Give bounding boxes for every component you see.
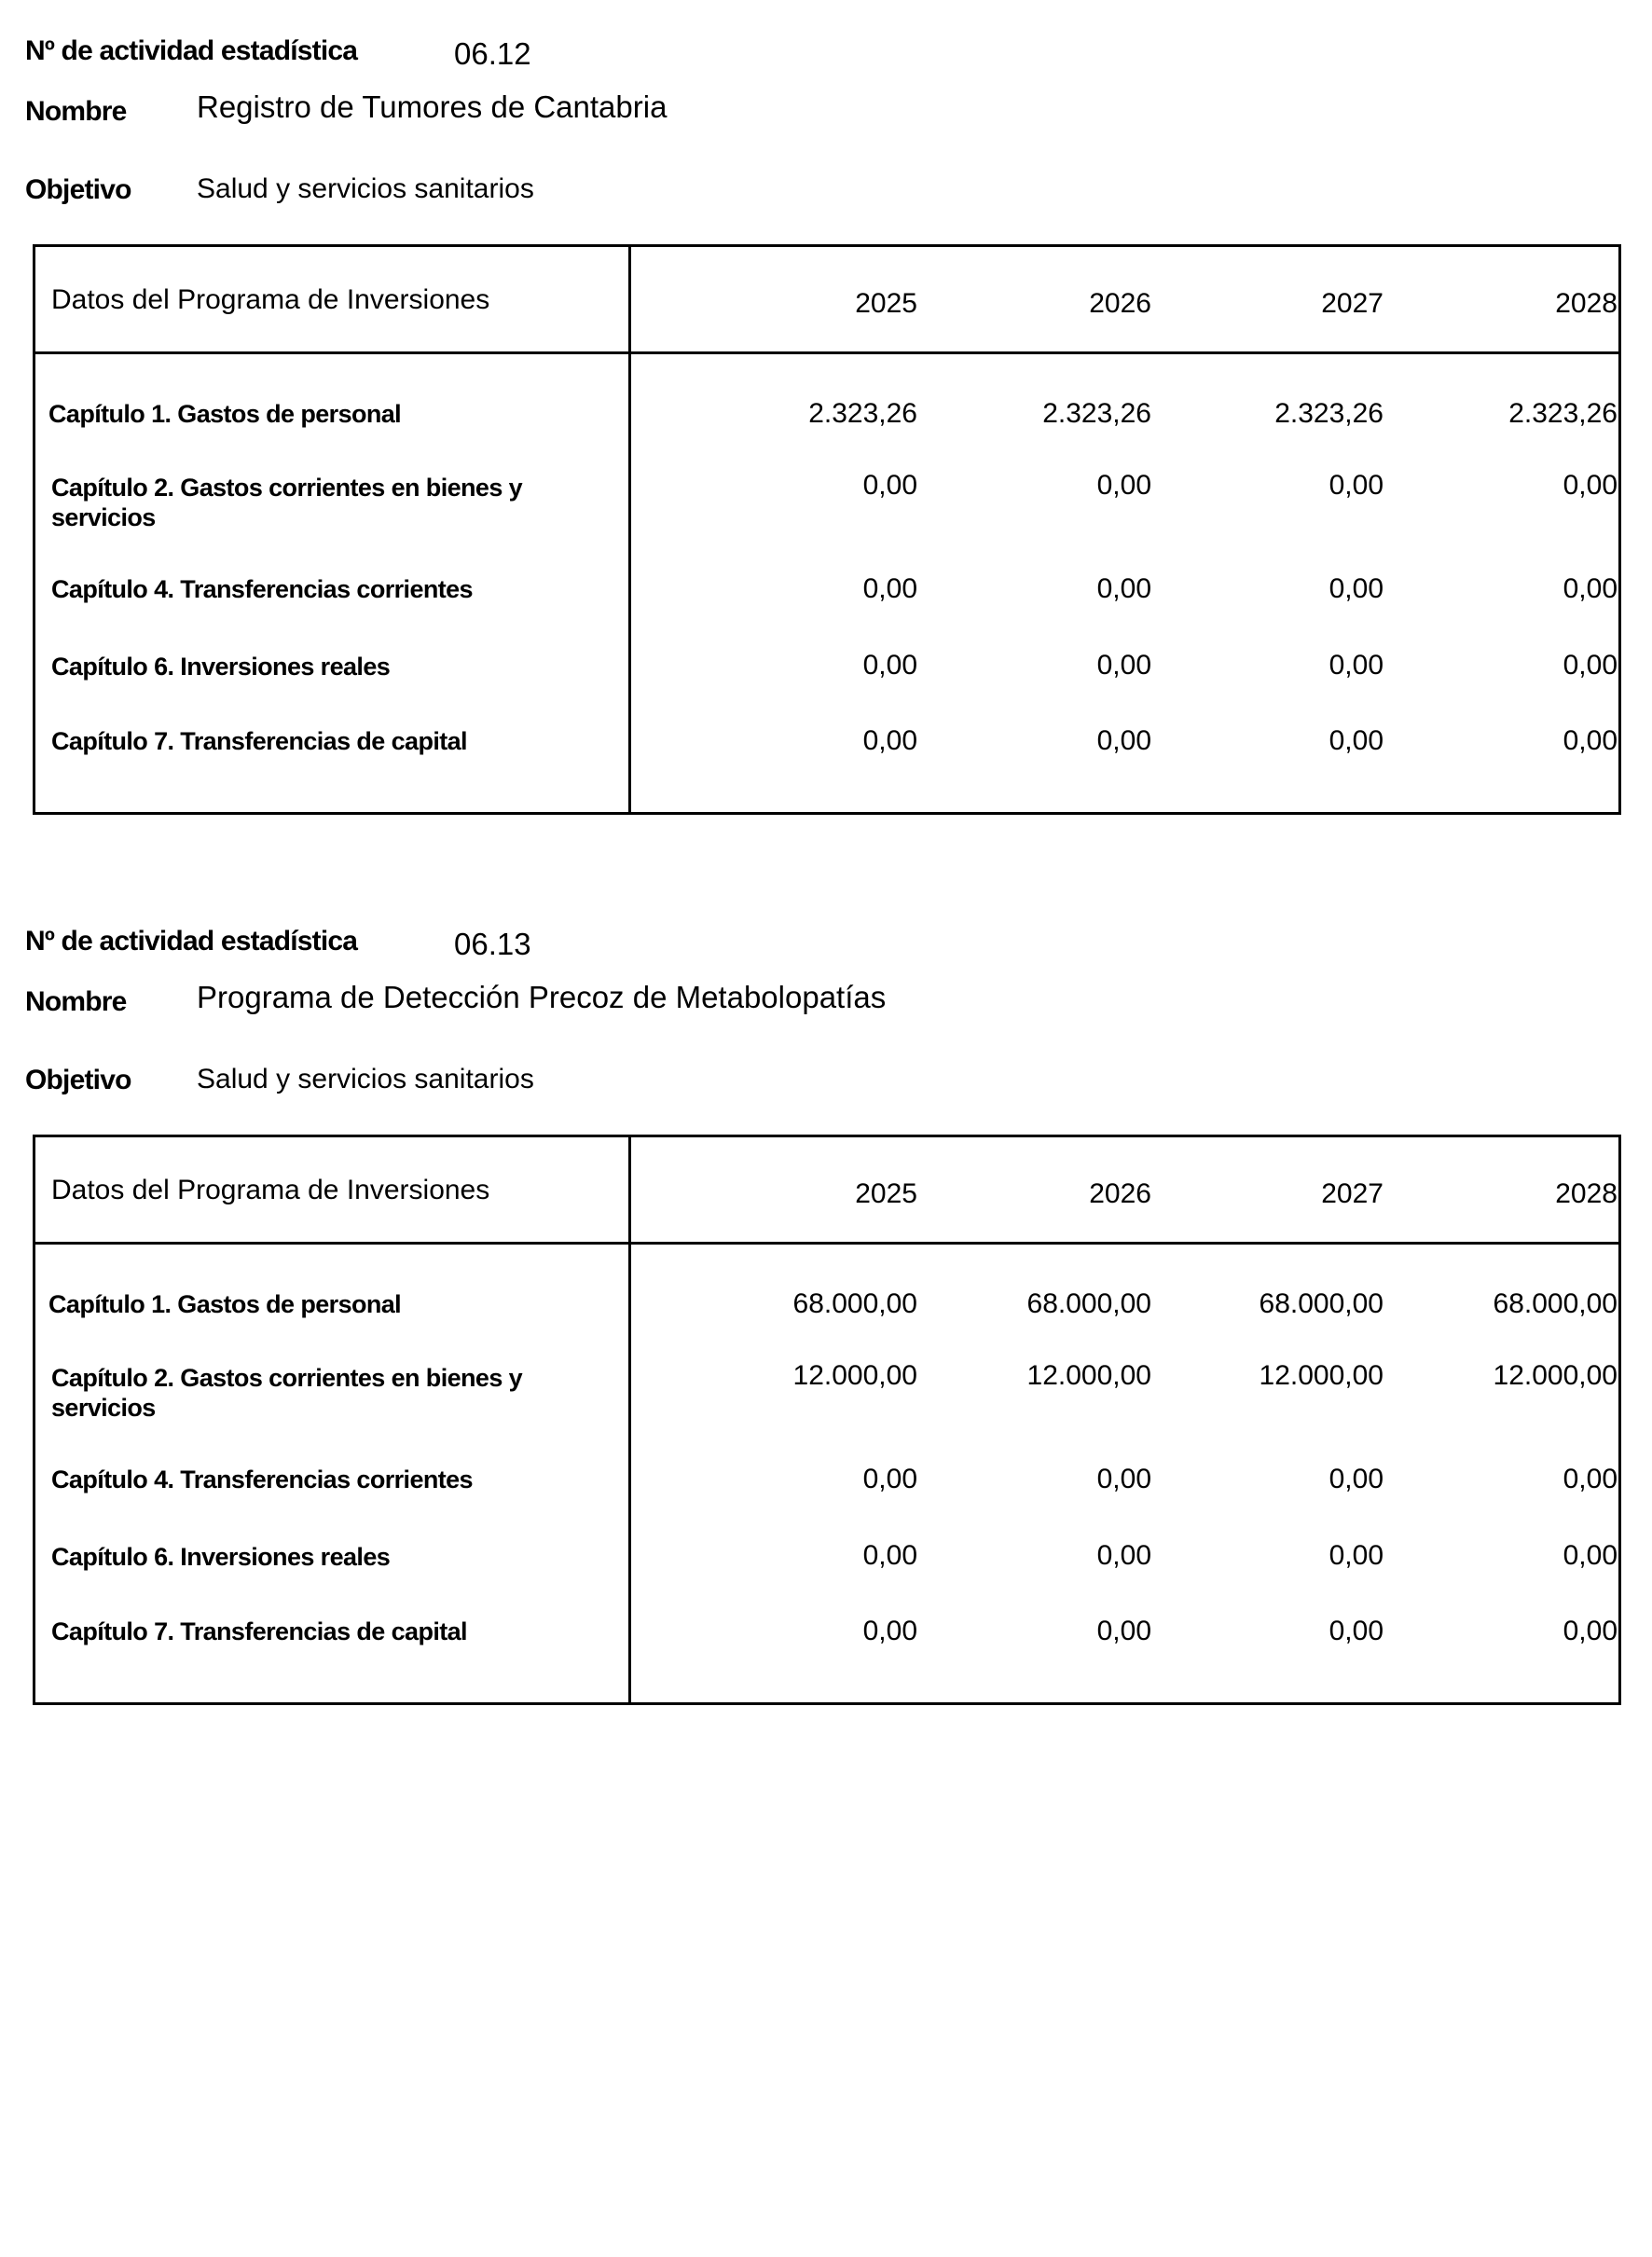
table-cell: 68.000,00 [1259,1288,1384,1319]
table-cell: 0,00 [862,650,917,681]
table-cell: 12.000,00 [792,1360,917,1391]
table-cell: 0,00 [1096,650,1151,681]
table-cell: 0,00 [1563,573,1618,604]
table-cell: 0,00 [1328,470,1384,501]
year-header: 2025 [855,1178,917,1209]
year-header: 2026 [1089,1178,1151,1209]
table-row-label: Capítulo 1. Gastos de personal [48,1290,402,1318]
name-label: Nombre [25,96,127,127]
investment-table [33,1135,1621,1705]
table-cell: 0,00 [1328,1540,1384,1571]
table-cell: 0,00 [1563,470,1618,501]
table-cell: 0,00 [1096,1616,1151,1646]
table-cell: 0,00 [1328,1616,1384,1646]
table-cell: 0,00 [1328,725,1384,756]
table-divider-vertical [628,247,631,812]
table-row-label: Capítulo 7. Transferencias de capital [51,1617,467,1645]
table-row-label: Capítulo 6. Inversiones reales [51,653,391,681]
table-divider-vertical [628,1137,631,1702]
objective-value: Salud y servicios sanitarios [197,1064,534,1094]
table-row-label: Capítulo 7. Transferencias de capital [51,727,467,755]
table-cell: 68.000,00 [792,1288,917,1319]
activity-no-value: 06.12 [454,36,531,71]
year-header: 2026 [1089,288,1151,319]
table-header-label: Datos del Programa de Inversiones [51,284,490,315]
table-cell: 0,00 [862,1464,917,1494]
table-cell: 0,00 [1096,1464,1151,1494]
table-cell: 2.323,26 [1274,398,1384,429]
table-cell: 0,00 [1563,725,1618,756]
table-cell: 0,00 [862,573,917,604]
table-cell: 2.323,26 [808,398,917,429]
table-cell: 0,00 [1328,1464,1384,1494]
name-label: Nombre [25,986,127,1017]
table-cell: 0,00 [1563,1464,1618,1494]
table-cell: 0,00 [862,470,917,501]
table-row-label: Capítulo 4. Transferencias corrientes [51,575,473,603]
table-divider-horizontal [35,1242,1618,1245]
table-header-label: Datos del Programa de Inversiones [51,1175,490,1205]
table-row-label: Capítulo 2. Gastos corrientes en bienes y servicios [51,1364,523,1422]
table-row-label: Capítulo 2. Gastos corrientes en bienes y servicios [51,474,523,531]
activity-no-value: 06.13 [454,927,531,961]
table-cell: 0,00 [1328,573,1384,604]
table-cell: 0,00 [1563,1616,1618,1646]
year-header: 2025 [855,288,917,319]
name-value: Programa de Detección Precoz de Metabolopatías [197,980,887,1014]
table-cell: 0,00 [1328,650,1384,681]
table-cell: 0,00 [1096,725,1151,756]
year-header: 2028 [1555,1178,1618,1209]
table-cell: 68.000,00 [1493,1288,1618,1319]
table-row-label: Capítulo 1. Gastos de personal [48,400,402,428]
table-cell: 0,00 [1096,470,1151,501]
name-value: Registro de Tumores de Cantabria [197,89,668,124]
table-cell: 0,00 [1096,573,1151,604]
table-cell: 2.323,26 [1508,398,1618,429]
investment-table [33,244,1621,815]
table-cell: 0,00 [862,1540,917,1571]
table-cell: 2.323,26 [1042,398,1151,429]
table-cell: 68.000,00 [1026,1288,1151,1319]
year-header: 2028 [1555,288,1618,319]
table-cell: 12.000,00 [1026,1360,1151,1391]
table-divider-horizontal [35,351,1618,354]
table-cell: 0,00 [1096,1540,1151,1571]
table-row-label: Capítulo 6. Inversiones reales [51,1543,391,1571]
table-cell: 0,00 [862,725,917,756]
table-cell: 0,00 [1563,650,1618,681]
table-cell: 0,00 [1563,1540,1618,1571]
table-cell: 12.000,00 [1259,1360,1384,1391]
table-cell: 0,00 [862,1616,917,1646]
activity-no-label: Nº de actividad estadística [25,926,358,956]
year-header: 2027 [1321,1178,1384,1209]
objective-label: Objetivo [25,1065,131,1095]
table-cell: 12.000,00 [1493,1360,1618,1391]
year-header: 2027 [1321,288,1384,319]
table-row-label: Capítulo 4. Transferencias corrientes [51,1466,473,1493]
objective-value: Salud y servicios sanitarios [197,173,534,204]
objective-label: Objetivo [25,174,131,205]
activity-no-label: Nº de actividad estadística [25,35,358,66]
